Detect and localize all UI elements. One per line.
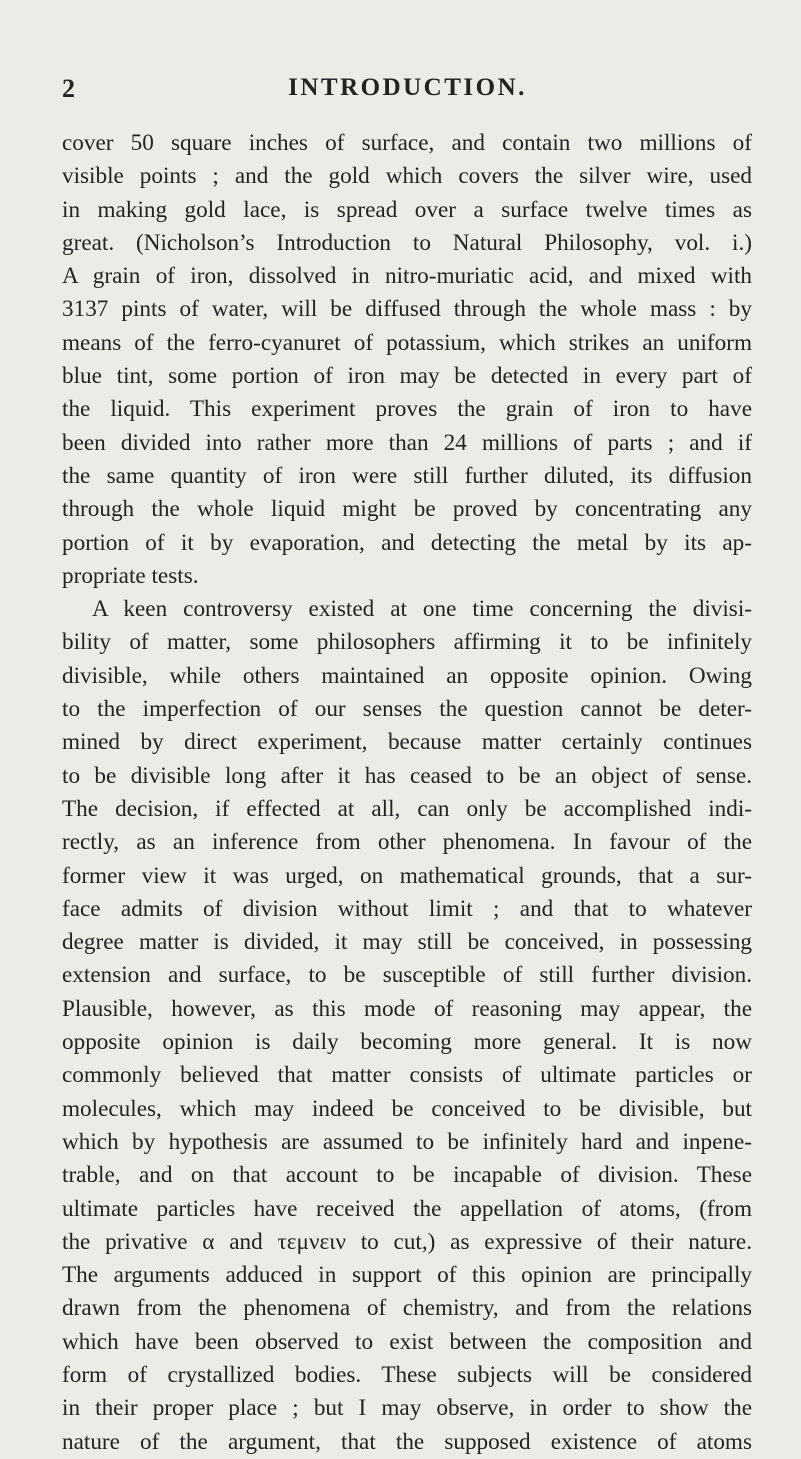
text-line: the same quantity of iron were still further diluted, its diffusion [62,462,752,489]
text-line: trable, and on that account to be incapable of division. These [62,1162,752,1189]
text-line: divisible, while others maintained an opposite opinion. Owing [62,662,752,689]
text-line: molecules, which may indeed be conceived to be divisible, but [62,1095,752,1122]
text-line: opposite opinion is daily becoming more general. It is now [62,1029,752,1056]
text-line: which have been observed to exist between the composition and [62,1328,752,1355]
text-line: 3137 pints of water, will be diffused through the whole mass : by [62,296,752,323]
text-line: means of the ferro-cyanuret of potassium, which strikes an uniform [62,329,752,356]
text-line: in their proper place ; but I may observe, in order to show the [62,1395,752,1422]
text-line: ultimate particles have received the appellation of atoms, (from [62,1195,752,1222]
running-head [62,74,743,114]
running-title: INTRODUCTION. [288,74,527,101]
text-line: degree matter is divided, it may still be conceived, in possessing [62,929,752,956]
text-line: commonly believed that matter consists of ultimate particles or [62,1062,752,1089]
text-line: A grain of iron, dissolved in nitro-muriatic acid, and mixed with [62,263,752,290]
text-line: A keen controversy existed at one time concerning the divisi- [92,596,752,623]
body-text [62,127,752,1459]
text-line: to be divisible long after it has ceased to be an object of sense. [62,762,752,789]
text-line: nature of the argument, that the supposed existence of atoms [62,1428,752,1455]
text-line: propriate tests. [62,562,199,589]
text-line: visible points ; and the gold which covers the silver wire, used [62,163,752,190]
text-line: drawn from the phenomena of chemistry, and from the relations [62,1295,752,1322]
text-line: great. (Nicholson’s Introduction to Natural Philosophy, vol. i.) [62,229,752,256]
text-line: portion of it by evaporation, and detecting the metal by its ap- [62,529,752,556]
text-line: cover 50 square inches of surface, and contain two millions of [62,130,752,156]
text-line: blue tint, some portion of iron may be detected in every part of [62,363,752,390]
text-line: The arguments adduced in support of this opinion are principally [62,1262,752,1289]
text-line: through the whole liquid might be proved by concentrating any [62,496,752,523]
text-line: Plausible, however, as this mode of reasoning may appear, the [62,995,752,1022]
text-line: extension and surface, to be susceptible of still further division. [62,962,752,989]
text-line: the privative α and τεμνειν to cut,) as expressive of their nature. [62,1228,752,1255]
text-line: former view it was urged, on mathematical grounds, that a sur- [62,862,752,889]
text-line: the liquid. This experiment proves the grain of iron to have [62,396,752,423]
text-line: mined by direct experiment, because matter certainly continues [62,729,752,756]
text-line: in making gold lace, is spread over a surface twelve times as [62,196,752,223]
text-line: rectly, as an inference from other phenomena. In favour of the [62,829,752,856]
text-line: which by hypothesis are assumed to be infinitely hard and inpene- [62,1128,752,1155]
text-line: The decision, if effected at all, can only be accomplished indi- [62,795,752,822]
text-line: been divided into rather more than 24 millions of parts ; and if [62,429,752,456]
page-number: 2 [62,74,75,103]
text-line: to the imperfection of our senses the question cannot be deter- [62,696,752,723]
text-line: face admits of division without limit ; and that to whatever [62,895,752,922]
text-line: form of crystallized bodies. These subjects will be considered [62,1361,752,1388]
text-line: bility of matter, some philosophers affirming it to be infinitely [62,629,752,656]
